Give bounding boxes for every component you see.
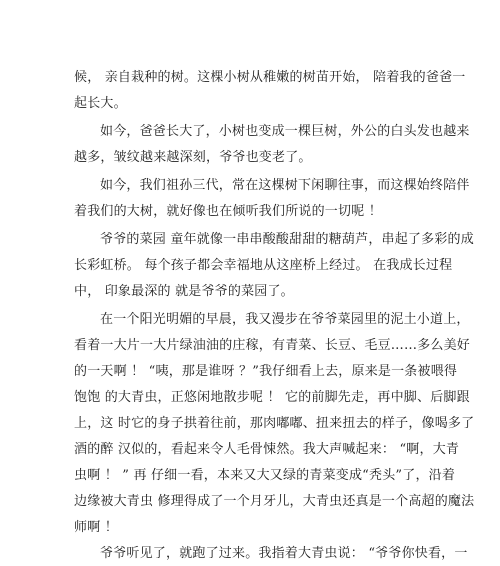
text-line-12: 的一天啊 ！ “咦，那是谁呀 ？”我仔细看上去，原来是一条被喂得 bbox=[74, 364, 458, 379]
text-line-9: 中， 印象最深的 就是爷爷的菜园了。 bbox=[74, 284, 294, 299]
text-line-6: 着我们的大树，就好像也在倾听我们所说的一切呢 ！ bbox=[74, 204, 382, 219]
text-line-14: 上，这 时它的身子拱着往前，那肉嘟嘟、扭来扭去的样子，像喝多了 bbox=[74, 416, 475, 431]
paragraph-line-5: 如今，我们祖孙三代，常在这棵树下闲聊往事，而这棵始终陪伴 bbox=[100, 178, 470, 193]
paragraph-line-7: 爷爷的菜园 童年就像一串串酸酸甜甜的糖葫芦，串起了多彩的成 bbox=[100, 232, 474, 247]
paragraph-line-19: 爷爷听见了，就跑了过来。我指着大青虫说： “爷爷你快看，一 bbox=[100, 546, 468, 561]
text-line-17: 边缘被大青虫 修理得成了一个月牙儿，大青虫还真是一个高超的魔法 bbox=[74, 494, 475, 509]
text-line-11: 看着一大片一大片绿油油的庄稼，有青菜、长豆、毛豆……多么美好 bbox=[74, 338, 471, 353]
text-line-13: 饱饱 的大青虫，正悠闲地散步呢 ！ 它的前脚先走，再中脚、后脚跟 bbox=[74, 390, 470, 405]
text-line-1: 候， 亲自栽种的树。这棵小树从稚嫩的树苗开始， 陪着我的爸爸一 bbox=[74, 70, 466, 85]
text-line-4: 越多，皱纹越来越深刻，爷爷也变老了。 bbox=[74, 150, 312, 165]
text-line-16: 虫啊 ！ ” 再 仔细一看，本来又大又绿的青菜变成“秃头”了，沿着 bbox=[74, 468, 456, 483]
paragraph-line-3: 如今，爸爸长大了，小树也变成一棵巨树，外公的白头发也越来 bbox=[100, 124, 470, 139]
text-line-15: 酒的醉 汉似的，看起来令人毛骨悚然。我大声喊起来： “啊，大青 bbox=[74, 442, 460, 457]
text-line-2: 起长大。 bbox=[74, 96, 127, 111]
text-line-18: 师啊 ！ bbox=[74, 520, 118, 535]
paragraph-line-10: 在一个阳光明媚的早晨，我又漫步在爷爷菜园里的泥土小道上， bbox=[100, 312, 470, 327]
text-line-8: 长彩虹桥。 每个孩子都会幸福地从这座桥上经过。 在我成长过程 bbox=[74, 258, 453, 273]
